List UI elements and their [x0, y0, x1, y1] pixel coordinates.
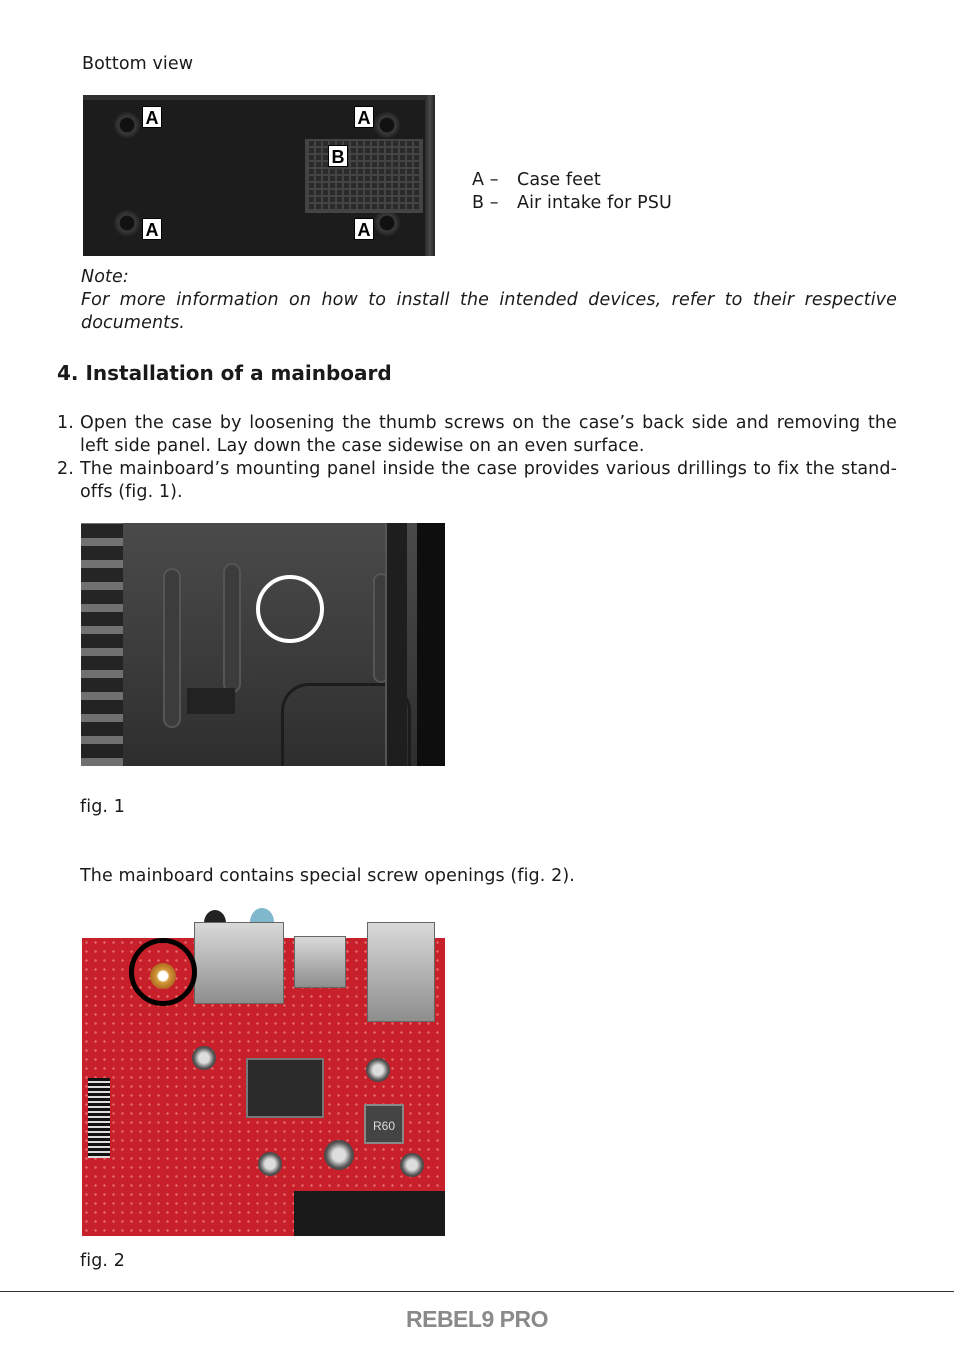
- capacitor-icon: [192, 1046, 216, 1070]
- note-label: Note:: [81, 267, 129, 287]
- marker-a-top-right: A: [354, 106, 374, 128]
- fig1-photo: [81, 523, 445, 766]
- case-foot-icon: [373, 209, 401, 237]
- step-number: 2.: [57, 459, 74, 479]
- case-back-edge: [417, 523, 445, 766]
- list-item: [57, 412, 897, 458]
- footer-divider: [0, 1291, 954, 1292]
- panel-slot: [163, 568, 181, 728]
- fig1-caption: fig. 1: [80, 797, 125, 817]
- case-side-edge: [425, 95, 435, 256]
- capacitor-icon: [324, 1140, 354, 1170]
- list-item: [57, 458, 897, 504]
- capacitor-icon: [366, 1058, 390, 1082]
- step-text: The mainboard’s mounting panel inside the case provides various drillings to fix the stand-offs (fig. 1).: [80, 459, 897, 502]
- usb-port: [294, 936, 346, 988]
- capacitor-icon: [258, 1152, 282, 1176]
- legend-item: [472, 169, 672, 192]
- marker-b: B: [328, 145, 348, 167]
- bottom-view-photo: [83, 95, 435, 256]
- marker-a-top-left: A: [142, 106, 162, 128]
- memory-slot: [88, 1078, 110, 1158]
- fig2-photo: [82, 908, 445, 1236]
- legend-text: Case feet: [517, 170, 601, 190]
- installation-steps: [57, 412, 897, 504]
- lan-port: [367, 922, 435, 1022]
- legend-key: A –: [472, 170, 499, 190]
- note-body: For more information on how to install the intended devices, refer to their respective documents.: [81, 290, 897, 333]
- expansion-rail: [385, 523, 407, 766]
- case-foot-icon: [113, 111, 141, 139]
- psu-air-intake-grille: [305, 139, 423, 213]
- pci-slot: [294, 1191, 445, 1236]
- legend-item: [472, 192, 672, 215]
- panel-slot: [223, 563, 241, 693]
- highlight-circle-icon: [129, 938, 197, 1006]
- fig2-intro: The mainboard contains special screw openings (fig. 2).: [80, 866, 575, 886]
- marker-a-bottom-left: A: [142, 218, 162, 240]
- capacitor-icon: [400, 1153, 424, 1177]
- case-foot-icon: [373, 111, 401, 139]
- marker-a-bottom-right: A: [354, 218, 374, 240]
- io-port: [194, 922, 284, 1004]
- section-heading: 4. Installation of a mainboard: [57, 361, 392, 385]
- step-number: 1.: [57, 413, 74, 433]
- chipset: [246, 1058, 324, 1118]
- legend-text: Air intake for PSU: [517, 193, 672, 213]
- step-text: Open the case by loosening the thumb screws on the case’s back side and removing the left side panel. Lay down the case sidewise on an even surface.: [80, 413, 897, 456]
- case-edge: [83, 95, 435, 100]
- bottom-view-legend: [472, 169, 672, 215]
- inductor-label: R60: [364, 1104, 404, 1144]
- legend-key: B –: [472, 193, 499, 213]
- bottom-view-title: Bottom view: [82, 54, 194, 74]
- panel-cutout: [187, 688, 235, 714]
- footer-brand: REBEL9 PRO: [406, 1306, 548, 1332]
- drive-cage: [81, 523, 123, 766]
- highlight-circle-icon: [256, 575, 324, 643]
- case-foot-icon: [113, 209, 141, 237]
- fig2-caption: fig. 2: [80, 1251, 125, 1271]
